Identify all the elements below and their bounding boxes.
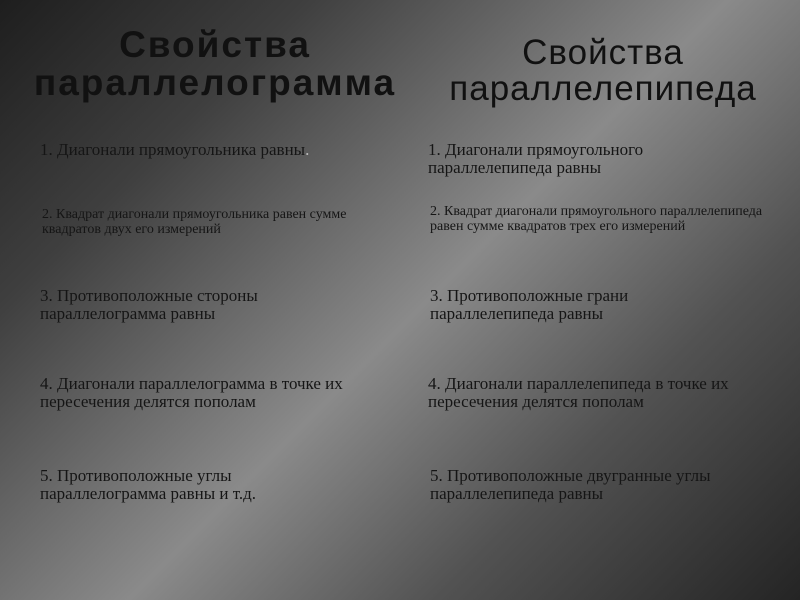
left-property-1-text: 1. Диагонали прямоугольника равны <box>40 140 306 159</box>
left-title-line1: Свойства <box>119 24 311 65</box>
left-property-2: 2. Квадрат диагонали прямоугольника равен сумме квадратов двух его измерений <box>42 207 347 237</box>
left-property-1 <box>40 141 340 159</box>
right-title-line1: Свойства <box>522 33 684 72</box>
right-property-4: 4. Диагонали параллелепипеда в точке их пересечения делятся пополам <box>428 374 729 411</box>
left-column-title <box>20 26 410 101</box>
left-title-line2: параллелограмма <box>33 61 397 103</box>
left-property-1-dot: . <box>305 140 310 159</box>
left-property-3: 3. Противоположные стороны параллелограмма равны <box>40 286 258 323</box>
right-property-1: 1. Диагонали прямоугольного параллелепипеда равны <box>428 140 644 177</box>
right-title-line2: параллелепипеда <box>449 68 757 108</box>
left-property-5: 5. Противоположные углы параллелограмма равны и т.д. <box>40 466 257 503</box>
right-property-5: 5. Противоположные двугранные углы параллелепипеда равны <box>430 466 711 503</box>
right-property-2: 2. Квадрат диагонали прямоугольного параллелепипеда равен сумме квадратов трех его измерений <box>430 204 763 234</box>
left-property-4: 4. Диагонали параллелограмма в точке их пересечения делятся пополам <box>40 374 343 411</box>
right-property-3: 3. Противоположные грани параллелепипеда равны <box>430 286 629 323</box>
right-column-title <box>418 35 788 106</box>
